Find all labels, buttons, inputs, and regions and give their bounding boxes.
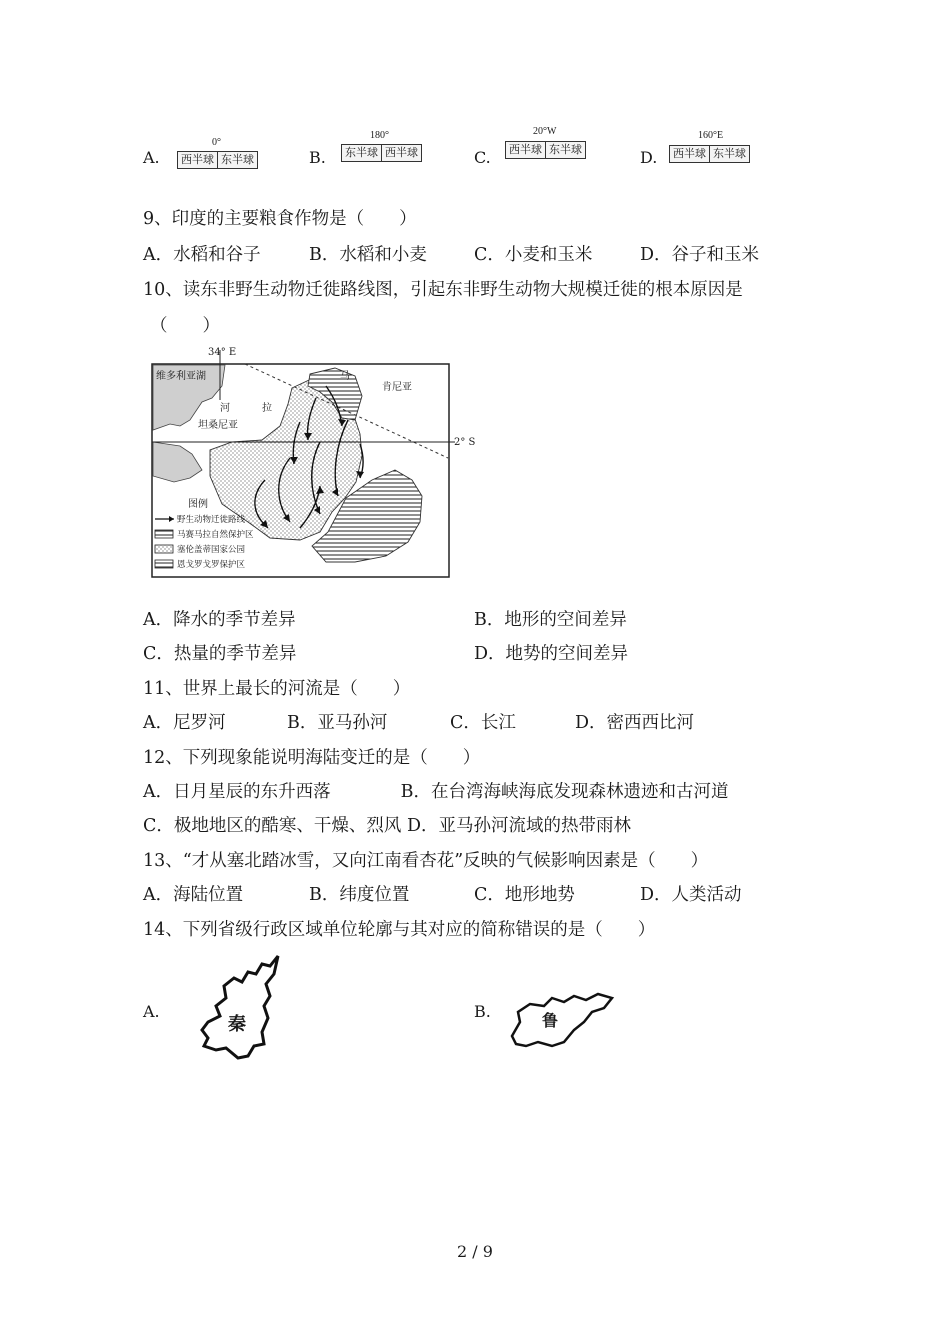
map-legend-title: 图例 — [188, 499, 208, 510]
q12-options-line-2: C．极地地区的酷寒、干燥、烈风 D．亚马孙河流域的热带雨林 — [143, 816, 631, 836]
q13-option-c: C．地形地势 — [474, 885, 575, 905]
map-latitude-label: 2° S — [454, 437, 476, 448]
q9-question: 9、印度的主要粮食作物是（ ） — [143, 209, 417, 229]
q9-option-a: A．水稻和谷子 — [143, 245, 261, 265]
q8-option-a-hemisphere-box — [177, 151, 258, 169]
hemisphere-left: 西半球 — [181, 153, 214, 166]
migration-map — [150, 346, 480, 581]
hemisphere-left: 西半球 — [509, 143, 542, 156]
q13-option-a: A．海陆位置 — [143, 885, 244, 905]
q8-option-b-letter: B. — [309, 148, 326, 167]
map-river-label-2: 拉 — [262, 403, 272, 414]
map-legend-item: 恩戈罗戈罗保护区 — [177, 560, 246, 570]
q12-question: 12、下列现象能说明海陆变迁的是（ ） — [143, 748, 481, 768]
q11-option-a: A．尼罗河 — [143, 713, 226, 733]
q8-option-c-hemisphere-box — [505, 141, 586, 159]
q8-option-a-letter: A. — [143, 148, 160, 167]
q10-option-c: C．热量的季节差异 — [143, 644, 297, 664]
shaanxi-outline-graphic — [190, 952, 285, 1064]
map-ma-label: 马 — [340, 371, 350, 382]
q10-option-a: A．降水的季节差异 — [143, 610, 296, 630]
hemisphere-left: 西半球 — [673, 147, 706, 160]
q9-option-b: B．水稻和小麦 — [309, 245, 427, 265]
q8-option-b-hemisphere-box — [341, 144, 422, 162]
map-legend-item: 马赛马拉自然保护区 — [177, 530, 254, 540]
q14-option-b-char: 鲁 — [542, 1011, 559, 1030]
q14-option-a-outline — [190, 952, 285, 1064]
q10-question: 10、读东非野生动物迁徙路线图，引起东非野生动物大规模迁徙的根本原因是 — [143, 280, 743, 300]
map-river-label-1: 河 — [220, 403, 230, 414]
q10-option-b: B．地形的空间差异 — [474, 610, 627, 630]
q8-option-a-meridian: 0° — [212, 137, 221, 148]
q8-option-d-meridian: 160°E — [698, 130, 724, 141]
map-kenya-label: 肯尼亚 — [382, 382, 412, 393]
q8-option-b-meridian: 180° — [370, 130, 389, 141]
q8-option-c-letter: C. — [474, 148, 491, 167]
hemisphere-left: 东半球 — [345, 146, 378, 159]
q14-option-a-char: 秦 — [228, 1014, 246, 1035]
hemisphere-right: 东半球 — [709, 146, 749, 162]
q8-option-c-meridian: 20°W — [533, 126, 557, 137]
map-longitude-label: 34° E — [208, 347, 237, 358]
q11-option-b: B．亚马孙河 — [287, 713, 388, 733]
page-number: 2 / 9 — [457, 1242, 493, 1261]
shandong-outline-graphic — [508, 990, 618, 1050]
map-tanzania-label: 坦桑尼亚 — [198, 420, 238, 431]
q10-option-d: D．地势的空间差异 — [474, 644, 629, 664]
q9-option-c: C．小麦和玉米 — [474, 245, 593, 265]
q11-question: 11、世界上最长的河流是（ ） — [143, 679, 411, 699]
map-legend-item: 塞伦盖蒂国家公园 — [177, 545, 246, 555]
q13-option-b: B．纬度位置 — [309, 885, 410, 905]
q13-option-d: D．人类活动 — [640, 885, 742, 905]
q14-option-b-outline — [508, 990, 618, 1050]
q11-option-d: D．密西西比河 — [575, 713, 695, 733]
q14-option-a-letter: A. — [143, 1002, 160, 1021]
q11-option-c: C．长江 — [450, 713, 516, 733]
map-lake-label: 维多利亚湖 — [156, 371, 206, 382]
map-legend-item: 野生动物迁徙路线 — [177, 515, 246, 525]
q8-option-d-hemisphere-box — [669, 145, 750, 163]
hemisphere-right: 东半球 — [545, 142, 585, 158]
q10-paren: （ ） — [150, 316, 220, 336]
q12-options-line-1: A．日月星辰的东升西落 B．在台湾海峡海底发现森林遗迹和古河道 — [143, 782, 729, 802]
q8-option-d-letter: D. — [640, 148, 658, 167]
q14-option-b-letter: B. — [474, 1002, 491, 1021]
hemisphere-right: 东半球 — [217, 152, 257, 168]
q14-question: 14、下列省级行政区域单位轮廓与其对应的简称错误的是（ ） — [143, 920, 656, 940]
hemisphere-right: 西半球 — [381, 145, 421, 161]
q9-option-d: D．谷子和玉米 — [640, 245, 760, 265]
q13-question: 13、“才从塞北踏冰雪，又向江南看杏花”反映的气候影响因素是（ ） — [143, 851, 709, 871]
